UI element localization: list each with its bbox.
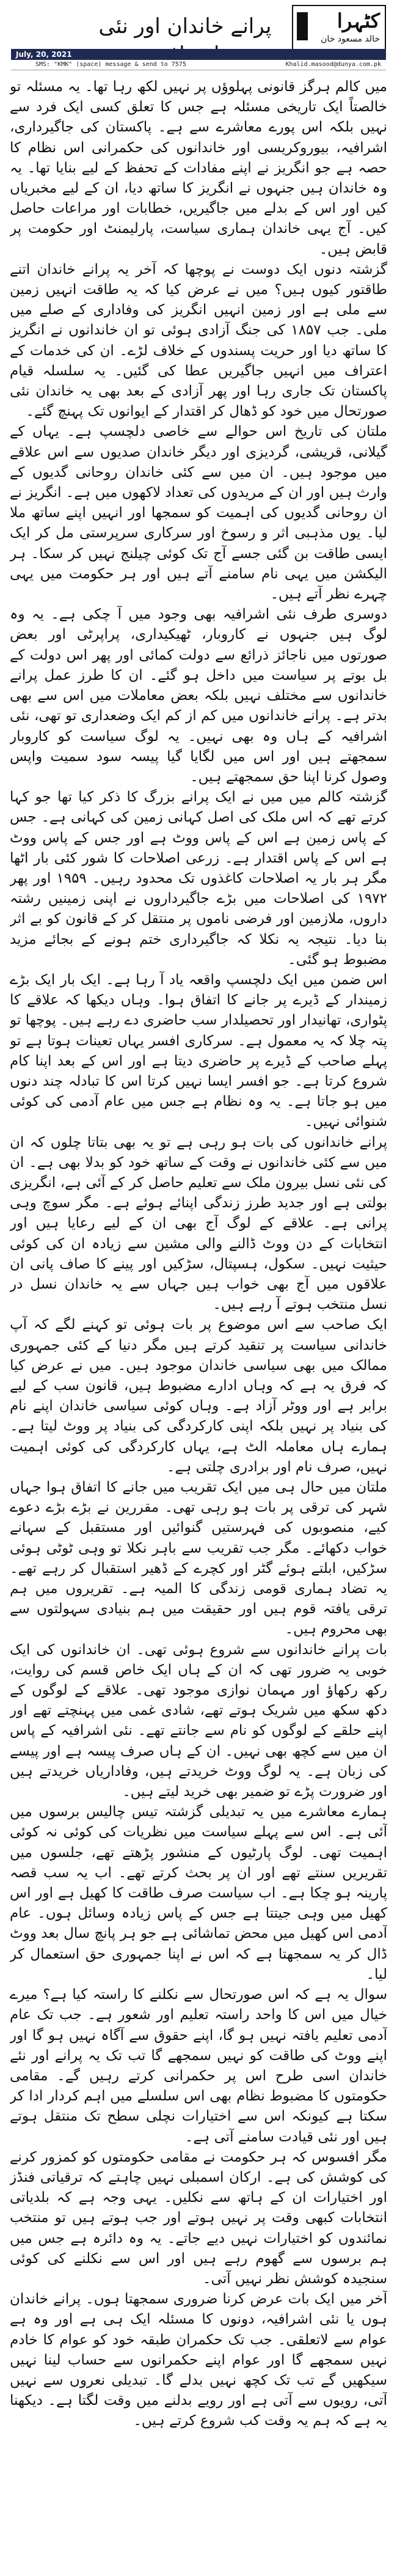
paragraph: میں کالم ہرگز قانونی پہلوؤں پر نہیں لکھ رہا تھا۔ یہ مسئلہ تو خالصتاً ایک تاریخی مسئلہ ہے جس کا تعلق کسی ایک فرد سے نہیں بلکہ اس پورے معاشرے سے ہے۔ پاکستان کی جاگیرداری، اشرافیہ، بیوروکریسی اور خاندانوں کی حکمرانی اس نظام کا حصہ ہے جو انگریز نے اپنے مفادات کے تحفظ کے لیے بنایا تھا۔ یہ وہ خاندان ہیں جنہوں نے انگریز کا ساتھ دیا، ان کے لیے مخبریاں کیں اور اس کے بدلے میں جاگیریں، خطابات اور مراعات حاصل کیں۔ آج یہی خاندان ہماری سیاست، پارلیمنٹ اور حکومت پر قابض ہیں۔ [10, 79, 387, 257]
column-body [10, 77, 387, 2565]
paragraph: مگر افسوس کہ ہر حکومت نے مقامی حکومتوں کو کمزور کرنے کی کوشش کی ہے۔ ارکان اسمبلی نہیں چاہتے کہ ترقیاتی فنڈز اور اختیارات ان کے ہاتھ سے نکلیں۔ یہی وجہ ہے کہ بلدیاتی انتخابات کبھی وقت پر نہیں ہوتے اور جب ہوتے ہیں تو منتخب نمائندوں کو اختیارات نہیں دیے جاتے۔ یہ وہ دائرہ ہے جس میں ہم برسوں سے گھوم رہے ہیں اور اس سے نکلنے کی کوئی سنجیدہ کوشش نظر نہیں آتی۔ [10, 2149, 387, 2287]
paragraph: گزشتہ دنوں ایک دوست نے پوچھا کہ آخر یہ پرانے خاندان اتنے طاقتور کیوں ہیں؟ میں نے عرض کیا کہ یہ طاقت انہیں زمین سے ملی ہے اور زمین انہیں انگریز کی وفاداری کے صلے میں ملی۔ جب ۱۸۵۷ کی جنگ آزادی ہوئی تو ان خاندانوں نے انگریز کا ساتھ دیا اور حریت پسندوں کے خلاف لڑے۔ ان کی خدمات کے اعتراف میں انہیں جاگیریں عطا کی گئیں۔ یہ سلسلہ قیام پاکستان تک جاری رہا اور پھر آزادی کے بعد بھی یہ خاندان نئی صورتحال میں خود کو ڈھال کر اقتدار کے ایوانوں تک پہنچ گئے۔ [10, 261, 387, 420]
logo-text: کٹہرا [337, 9, 380, 32]
paragraph: اس ضمن میں ایک دلچسپ واقعہ یاد آ رہا ہے۔ ایک بار ایک بڑے زمیندار کے ڈیرے پر جانے کا اتفاق ہوا۔ وہاں دیکھا کہ علاقے کا پٹواری، تھانیدار اور تحصیلدار سب حاضری دے رہے ہیں۔ پوچھا تو پتہ چلا کہ یہ معمول ہے۔ سرکاری افسر یہاں تعینات ہوتا ہے تو پہلے صاحب کے ڈیرے پر حاضری دیتا ہے اور اس کے بعد اپنا کام شروع کرتا ہے۔ جو افسر ایسا نہیں کرتا اس کا تبادلہ چند دنوں میں ہو جاتا ہے۔ یہ وہ نظام ہے جس میں عام آدمی کی کوئی شنوائی نہیں۔ [10, 971, 387, 1130]
author-email: Khalid.masood@dunya.com.pk [285, 61, 381, 68]
paragraph: ایک صاحب سے اس موضوع پر بات ہوئی تو کہنے لگے کہ آپ خاندانی سیاست پر تنقید کرتے ہیں مگر دنیا کے کئی جمہوری ممالک میں بھی سیاسی خاندان موجود ہیں۔ میں نے عرض کیا کہ فرق یہ ہے کہ وہاں ادارے مضبوط ہیں، قانون سب کے لیے برابر ہے اور ووٹر آزاد ہے۔ وہاں کوئی سیاسی خاندان اپنے نام کی بنیاد پر نہیں بلکہ اپنی کارکردگی کی بنیاد پر ووٹ لیتا ہے۔ ہمارے ہاں معاملہ الٹ ہے، یہاں کارکردگی کی کوئی اہمیت نہیں، صرف نام اور برادری چلتی ہے۔ [10, 1317, 387, 1475]
publish-date: July, 20, 2021 [16, 50, 72, 59]
paragraph: بات پرانے خاندانوں سے شروع ہوئی تھی۔ ان خاندانوں کی ایک خوبی یہ ضرور تھی کہ ان کے ہاں ایک خاص قسم کی روایت، رکھ رکھاؤ اور مہمان نوازی موجود تھی۔ علاقے کے لوگوں کے دکھ سکھ میں شریک ہوتے تھے، شادی غمی میں پہنچتے تھے اور اپنے حلقے کے لوگوں کو نام سے جانتے تھے۔ نئی اشرافیہ کے پاس ان میں سے کچھ بھی نہیں۔ ان کے ہاں صرف پیسہ ہے اور پیسے کی زبان ہے۔ یہ لوگ ووٹ خریدتے ہیں، وفاداریاں خریدتے ہیں اور ضرورت پڑے تو ضمیر بھی خرید لیتے ہیں۔ [10, 1641, 387, 1800]
paragraph: پرانے خاندانوں کی بات ہو رہی ہے تو یہ بھی بتاتا چلوں کہ ان میں سے کئی خاندانوں نے وقت کے ساتھ خود کو بدلا بھی ہے۔ ان کی نئی نسل بیرون ملک سے تعلیم حاصل کر کے آئی ہے، انگریزی بولتی ہے اور جدید طرز زندگی اپنائے ہوئے ہے۔ مگر سوچ وہی پرانی ہے۔ علاقے کے لوگ آج بھی ان کے لیے رعایا ہیں اور انتخابات کے دن ووٹ ڈالنے والی مشین سے زیادہ ان کی کوئی حیثیت نہیں۔ سکول، ہسپتال، سڑکیں اور پینے کا صاف پانی ان علاقوں میں آج بھی خواب ہیں جہاں سے یہ خاندان نسل در نسل منتخب ہوتے آ رہے ہیں۔ [10, 1134, 387, 1313]
column-header [0, 0, 397, 72]
sms-instructions: SMS: "KMK" (space) message & send to 7575 [35, 61, 186, 68]
column-logo [292, 5, 386, 50]
column-title: پرانے خاندان اور نئی [98, 14, 272, 39]
paragraph: گزشتہ کالم میں میں نے ایک پرانے بزرگ کا ذکر کیا تھا جو کہا کرتے تھے کہ اس ملک کی اصل کہانی زمین کی کہانی ہے۔ جس کے پاس زمین ہے اس کے پاس ووٹ ہے اور جس کے پاس ووٹ ہے اس کے پاس اقتدار ہے۔ زرعی اصلاحات کا شور کئی بار اٹھا مگر ہر بار یہ اصلاحات کاغذوں تک محدود رہیں۔ ۱۹۵۹ اور پھر ۱۹۷۲ کی اصلاحات میں بڑے جاگیرداروں نے اپنی زمینیں رشتہ داروں، ملازمین اور فرضی ناموں پر منتقل کر کے قانون کو بے اثر بنا دیا۔ نتیجہ یہ نکلا کہ جاگیرداری ختم ہونے کے بجائے مزید مضبوط ہو گئی۔ [10, 789, 387, 968]
author-name: خالد مسعود خان [321, 34, 380, 44]
paragraph: ملتان کی تاریخ اس حوالے سے خاصی دلچسپ ہے۔ یہاں کے گیلانی، قریشی، گردیزی اور دیگر خاندان صدیوں سے اس علاقے میں موجود ہیں۔ ان میں سے کئی خاندان روحانی گدیوں کے وارث ہیں اور ان کے مریدوں کی تعداد لاکھوں میں ہے۔ انگریز نے ان روحانی گدیوں کی اہمیت کو سمجھا اور انہیں اپنے ساتھ ملا لیا۔ یوں مذہبی اثر و رسوخ اور سرکاری سرپرستی مل کر ایک ایسی طاقت بن گئی جسے آج تک کوئی چیلنج نہیں کر سکا۔ ہر الیکشن میں یہی نام سامنے آتے ہیں اور ہر حکومت میں یہی چہرے نظر آتے ہیں۔ [10, 424, 387, 603]
paragraph: سوال یہ ہے کہ اس صورتحال سے نکلنے کا راستہ کیا ہے؟ میرے خیال میں اس کا واحد راستہ تعلیم اور شعور ہے۔ جب تک عام آدمی تعلیم یافتہ نہیں ہو گا، اپنے حقوق سے آگاہ نہیں ہو گا اور اپنے ووٹ کی طاقت کو نہیں سمجھے گا تب تک یہ پرانے اور نئے خاندان اسی طرح اس پر حکمرانی کرتے رہیں گے۔ مقامی حکومتوں کا مضبوط نظام بھی اس سلسلے میں اہم کردار ادا کر سکتا ہے کیونکہ اس سے اختیارات نچلی سطح تک منتقل ہوتے ہیں اور نئی قیادت سامنے آتی ہے۔ [10, 1987, 387, 2145]
contact-bar [11, 60, 386, 70]
paragraph: ملتان میں حال ہی میں ایک تقریب میں جانے کا اتفاق ہوا جہاں شہر کی ترقی پر بات ہو رہی تھی۔ مقررین نے بڑے بڑے دعوے کیے، منصوبوں کی فہرستیں گنوائیں اور مستقبل کے سہانے خواب دکھائے۔ مگر جب تقریب سے باہر نکلا تو وہی ٹوٹی ہوئی سڑکیں، ابلتے ہوئے گٹر اور کچرے کے ڈھیر استقبال کر رہے تھے۔ یہ تضاد ہماری قومی زندگی کا المیہ ہے۔ تقریروں میں ہم ترقی یافتہ قوم ہیں اور حقیقت میں ہم بنیادی سہولتوں سے بھی محروم ہیں۔ [10, 1479, 387, 1638]
paragraph: ہمارے معاشرے میں یہ تبدیلی گزشتہ تیس چالیس برسوں میں آئی ہے۔ اس سے پہلے سیاست میں نظریات کی کوئی نہ کوئی اہمیت تھی۔ لوگ پارٹیوں کے منشور پڑھتے تھے، جلسوں میں تقریریں سنتے تھے اور ان پر بحث کرتے تھے۔ اب یہ سب قصہ پارینہ ہو چکا ہے۔ اب سیاست صرف طاقت کا کھیل ہے اور اس کھیل میں وہی جیتتا ہے جس کے پاس زیادہ وسائل ہوں۔ عام آدمی اس کھیل میں محض تماشائی ہے جو ہر پانچ سال بعد ووٹ ڈال کر یہ سمجھتا ہے کہ اس نے اپنا جمہوری حق استعمال کر لیا۔ [10, 1804, 387, 1982]
date-bar [11, 49, 386, 60]
paragraph: آخر میں ایک بات عرض کرنا ضروری سمجھتا ہوں۔ پرانے خاندان ہوں یا نئی اشرافیہ، دونوں کا مسئلہ ایک ہی ہے اور وہ ہے عوام سے لاتعلقی۔ جب تک حکمران طبقہ خود کو عوام کا خادم نہیں سمجھے گا اور عوام اپنے حکمرانوں سے حساب لینا نہیں سیکھیں گے تب تک کچھ نہیں بدلے گا۔ تبدیلی نعروں سے نہیں آتی، رویوں سے آتی ہے اور رویے بدلنے میں وقت لگتا ہے۔ دیکھنا یہ ہے کہ ہم یہ وقت کب شروع کرتے ہیں۔ [10, 2291, 387, 2429]
header-top [11, 5, 386, 48]
paragraph: دوسری طرف نئی اشرافیہ بھی وجود میں آ چکی ہے۔ یہ وہ لوگ ہیں جنہوں نے کاروبار، ٹھیکیداری، پراپرٹی اور بعض صورتوں میں ناجائز ذرائع سے دولت کمائی اور پھر اس دولت کے بل بوتے پر سیاست میں داخل ہو گئے۔ ان کا طرز عمل پرانے خاندانوں سے مختلف نہیں بلکہ بعض معاملات میں اس سے بھی بدتر ہے۔ پرانے خاندانوں میں کم از کم ایک وضعداری تو تھی، نئی اشرافیہ کے ہاں وہ بھی نہیں۔ یہ لوگ سیاست کو کاروبار سمجھتے ہیں اور اس میں لگایا گیا پیسہ سود سمیت واپس وصول کرنا اپنا حق سمجھتے ہیں۔ [10, 606, 387, 785]
